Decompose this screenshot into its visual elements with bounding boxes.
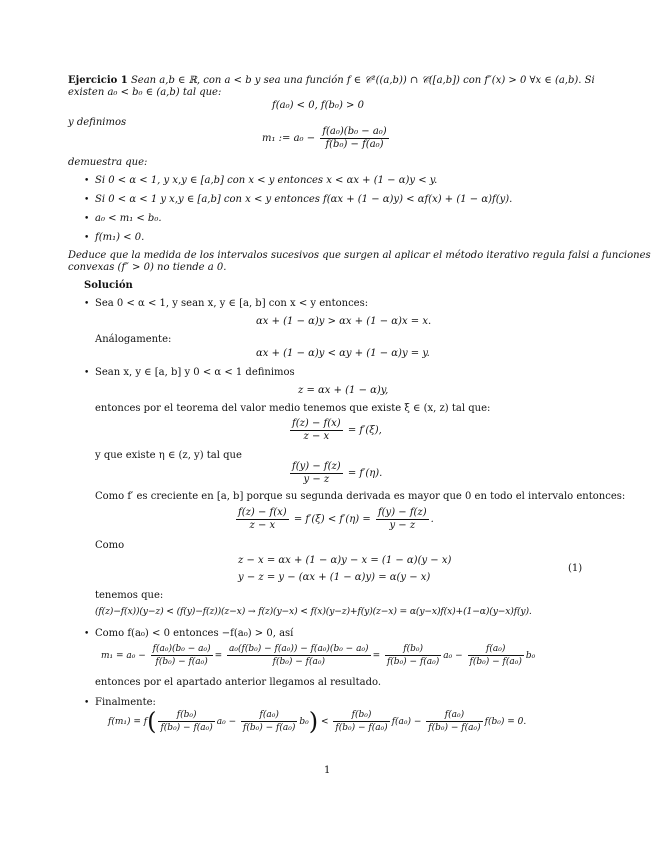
condition-equation: f(a₀) < 0, f(b₀) > 0: [272, 100, 364, 111]
frac-yz-denominator: y − z: [303, 474, 330, 485]
p4-frac4-denominator: f(b₀) − f(a₀): [428, 723, 481, 733]
p3-b0: b₀: [525, 651, 536, 661]
p3-frac4: [468, 643, 524, 668]
bullet-icon: •: [84, 368, 90, 378]
deduce-line2: convexas (f″ > 0) no tiende a 0.: [68, 262, 227, 273]
m1-denominator: f(b₀) − f(a₀): [325, 139, 384, 150]
solution-p2-exists: y que existe η ∈ (z, y) tal que: [95, 450, 242, 461]
p3-frac3-numerator: f(b₀): [385, 643, 441, 656]
exercise-heading: Ejercicio 1: [68, 75, 128, 86]
exercise-statement-line1: [68, 75, 595, 87]
solution-p2-zdef: z = αx + (1 − α)y,: [298, 385, 389, 396]
p4-frac2-numerator: f(a₀): [241, 709, 297, 722]
p4-frac3: [333, 709, 389, 734]
p3-frac1-numerator: f(a₀)(b₀ − a₀): [152, 644, 211, 654]
frac-yz-numerator: f(y) − f(z): [292, 461, 341, 472]
solution-p2-system-line2: y − z = y − (αx + (1 − α)y) = α(y − x): [238, 572, 431, 583]
page-number: 1: [324, 765, 331, 776]
bullet-icon: •: [84, 195, 90, 205]
frac-zx-rhs: = f′(ξ),: [347, 425, 382, 436]
chain-right-denominator: y − z: [389, 520, 416, 531]
m1-lhs: m₁ := a₀ −: [262, 133, 316, 144]
solution-p3-equation: m₁ = a₀ − $\frac{\text{f(a₀)(b₀ − a₀)}}{\text{f(b₀) − f(a₀)}}$ = $\frac{\text{a₀(f(b₀) − f(a₀)) − f(a₀)(b₀ − a₀)}}{\text{f(b₀) − f(a₀)}}$ = $\frac{\text{f(b₀)}}{\text{f(b₀) − f(a₀)}}$ a₀ − $\frac{\text{f(a₀)}}{\text{f(b₀) − f(a₀)}}$ b₀: [101, 644, 536, 667]
m1-definition: [262, 126, 391, 151]
define-text: y definimos: [68, 117, 127, 128]
p4-frac2: [241, 709, 297, 734]
p4-frac1: [158, 709, 214, 734]
exercise-item-4: f(m₁) < 0.: [95, 232, 145, 243]
p3-frac2: [227, 643, 371, 668]
exercise-statement: Sean a,b ∈ ℝ, con a < b y sea una función f ∈ 𝒞²((a,b)) ∩ 𝒞([a,b]) con f″(x) > 0 ∀x ∈ (a,b). Si: [130, 75, 595, 86]
chain-frac-right: [376, 507, 429, 532]
solution-p2-long-inequality: (f(z)−f(x))(y−z) < (f(y)−f(z))(z−x) → f(z)(y−x) < f(x)(y−z)+f(y)(z−x) = α(y−x)f(x)+(1−α)(y−x)f(y).: [95, 606, 532, 617]
p3-frac4-numerator: f(a₀): [468, 643, 524, 656]
frac-yz-rhs: = f′(η).: [347, 468, 383, 479]
p4-a0: a₀ −: [216, 717, 237, 727]
bullet-icon: •: [84, 299, 90, 309]
exercise-item-1: Si 0 < α < 1, y x,y ∈ [a,b] con x < y entonces x < αx + (1 − α)y < y.: [95, 175, 438, 186]
solution-p2-increasing: Como f′ es creciente en [a, b] porque su segunda derivada es mayor que 0 en todo el intervalo entonces:: [95, 491, 626, 502]
exercise-statement-line2: existen a₀ < b₀ ∈ (a,b) tal que:: [68, 87, 222, 98]
frac-yz: [290, 461, 343, 486]
bullet-icon: •: [84, 176, 90, 186]
chain-right-numerator: f(y) − f(z): [377, 507, 427, 518]
solution-p2-system-line1: z − x = αx + (1 − α)y − x = (1 − α)(y − x): [238, 555, 452, 566]
exercise-item-2: Si 0 < α < 1 y x,y ∈ [a,b] con x < y entonces f(αx + (1 − α)y) < αf(x) + (1 − α)f(y).: [95, 194, 513, 205]
p3-frac4-denominator: f(b₀) − f(a₀): [469, 657, 522, 667]
solution-p2-intro: Sean x, y ∈ [a, b] y 0 < α < 1 definimos: [95, 367, 295, 378]
p4-b0: b₀: [299, 717, 309, 727]
p4-frac3-denominator: f(b₀) − f(a₀): [335, 723, 388, 733]
solution-p3-conclude: entonces por el apartado anterior llegamos al resultado.: [95, 677, 382, 688]
p4-frac3-numerator: f(b₀): [333, 709, 389, 722]
solution-p1-eq1: αx + (1 − α)y > αx + (1 − α)x = x.: [256, 316, 432, 327]
solution-p2-tvm: entonces por el teorema del valor medio tenemos que existe ξ ∈ (x, z) tal que:: [95, 403, 491, 414]
p4-frac4-numerator: f(a₀): [426, 709, 482, 722]
p3-frac3-denominator: f(b₀) − f(a₀): [386, 657, 440, 667]
solution-p4-intro: Finalmente:: [95, 697, 156, 708]
p4-frac2-denominator: f(b₀) − f(a₀): [243, 723, 296, 733]
solution-p2-frac2: [288, 461, 382, 486]
p4-frac1-numerator: f(b₀): [158, 709, 214, 722]
solution-p2-chain: $\frac{f(z) - f(x)}{z - x}$ = f′(ξ) < f′(η) = $\frac{f(y) - f(z)}{y - z}$ .: [238, 507, 434, 531]
solution-p2-frac1: [288, 418, 382, 443]
bullet-icon: •: [84, 214, 90, 224]
exercise-item-3: a₀ < m₁ < b₀.: [95, 213, 162, 224]
chain-middle: = f′(ξ) < f′(η) =: [293, 514, 371, 525]
m1-numerator: f(a₀)(b₀ − a₀): [322, 126, 387, 137]
p4-end: f(b₀) = 0.: [484, 717, 527, 727]
bullet-icon: •: [84, 233, 90, 243]
solution-heading: Solución: [84, 280, 133, 291]
frac-zx-denominator: z − x: [303, 431, 330, 442]
p3-a0: a₀ −: [443, 651, 463, 661]
deduce-line1: Deduce que la medida de los intervalos sucesivos que surgen al aplicar el método iterativo regula falsi a funciones: [68, 250, 651, 261]
p3-frac1: [151, 643, 213, 668]
frac-zx: [290, 418, 343, 443]
bullet-icon: •: [84, 629, 90, 639]
show-text: demuestra que:: [68, 157, 148, 168]
p4-frac4: [426, 709, 482, 734]
p3-frac1-denominator: f(b₀) − f(a₀): [155, 657, 208, 667]
solution-p1-analog: Análogamente:: [95, 334, 172, 345]
solution-p1-intro: Sea 0 < α < 1, y sean x, y ∈ [a, b] con x < y entonces:: [95, 298, 369, 309]
chain-frac-left: [236, 507, 289, 532]
solution-p3-intro: Como f(a₀) < 0 entonces −f(a₀) > 0, así: [95, 628, 294, 639]
solution-p2-tenemos: tenemos que:: [95, 590, 164, 601]
p3-frac3: [385, 643, 441, 668]
solution-p2-como: Como: [95, 540, 125, 551]
frac-zx-numerator: f(z) − f(x): [292, 418, 341, 429]
p4-lhs: f(m₁) = f: [108, 717, 148, 727]
bullet-icon: •: [84, 698, 90, 708]
p3-lhs: m₁ = a₀ −: [101, 651, 146, 661]
chain-left-denominator: z − x: [249, 520, 276, 531]
p3-frac2-denominator: f(b₀) − f(a₀): [272, 657, 325, 667]
solution-p1-eq2: αx + (1 − α)y < αy + (1 − α)y = y.: [256, 348, 430, 359]
p4-frac1-denominator: f(b₀) − f(a₀): [160, 723, 213, 733]
equation-number: (1): [568, 563, 583, 574]
chain-left-numerator: f(z) − f(x): [238, 507, 287, 518]
m1-fraction: [320, 126, 388, 151]
p4-fa0: f(a₀) −: [391, 717, 422, 727]
p3-frac2-numerator: a₀(f(b₀) − f(a₀)) − f(a₀)(b₀ − a₀): [229, 644, 369, 654]
solution-p4-equation: f(m₁) = f( $\frac{\text{f(b₀)}}{\text{f(b₀) − f(a₀)}}$ a₀ − $\frac{\text{f(a₀)}}{\text{f(b₀) − f(a₀)}}$ b₀) < $\frac{\text{f(b₀)}}{\text{f(b₀) − f(a₀)}}$ f(a₀) − $\frac{\text{f(a₀)}}{\text{f(b₀) − f(a₀)}}$ f(b₀) = 0.: [108, 707, 527, 736]
